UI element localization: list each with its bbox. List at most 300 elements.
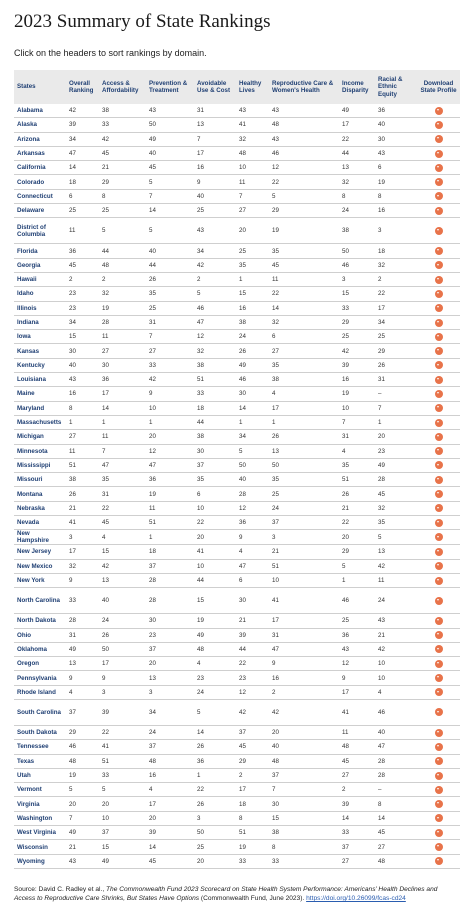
rank-cell: 47: [146, 458, 194, 472]
rank-cell: 6: [194, 487, 236, 501]
column-header-7[interactable]: Income Disparity: [342, 79, 369, 94]
rank-cell: 42: [269, 699, 339, 725]
download-cell: [417, 218, 460, 244]
rank-cell: 29: [339, 315, 375, 329]
rank-cell: 20: [146, 657, 194, 671]
rank-cell: 11: [99, 330, 146, 344]
download-icon[interactable]: [435, 617, 443, 625]
rank-cell: 9: [99, 671, 146, 685]
rank-cell: 51: [99, 754, 146, 768]
download-icon[interactable]: [435, 674, 443, 682]
rank-cell: 46: [339, 588, 375, 614]
state-name-cell: Washington: [14, 811, 66, 825]
download-icon[interactable]: [435, 814, 443, 822]
rank-cell: 16: [194, 161, 236, 175]
page-subtitle: Click on the headers to sort rankings by domain.: [14, 48, 207, 58]
download-icon[interactable]: [435, 631, 443, 639]
column-header-6[interactable]: Reproductive Care & Women's Health: [272, 79, 334, 94]
rank-cell: 25: [269, 487, 339, 501]
rank-cell: 19: [146, 487, 194, 501]
rank-cell: 40: [236, 473, 269, 487]
rank-cell: 16: [146, 768, 194, 782]
rank-cell: 45: [339, 754, 375, 768]
download-cell: [417, 132, 460, 146]
download-icon[interactable]: [435, 829, 443, 837]
download-icon[interactable]: [435, 361, 443, 369]
state-name-cell: Nevada: [14, 516, 66, 530]
rank-cell: 2: [194, 272, 236, 286]
download-icon[interactable]: [435, 178, 443, 186]
rank-cell: 15: [236, 287, 269, 301]
rank-cell: 24: [339, 204, 375, 218]
state-name-cell: Minnesota: [14, 444, 66, 458]
rank-cell: 38: [66, 473, 99, 487]
rank-cell: 23: [146, 628, 194, 642]
rank-cell: 4: [269, 387, 339, 401]
rank-cell: 33: [146, 358, 194, 372]
rank-cell: 14: [269, 301, 339, 315]
rank-cell: 36: [99, 373, 146, 387]
download-icon[interactable]: [435, 772, 443, 780]
download-cell: [417, 204, 460, 218]
download-icon[interactable]: [435, 577, 443, 585]
rank-cell: 1: [269, 415, 339, 429]
download-cell: [417, 301, 460, 315]
download-icon[interactable]: [435, 261, 443, 269]
download-icon[interactable]: [435, 107, 443, 115]
rank-cell: 32: [236, 132, 269, 146]
rank-cell: 26: [269, 430, 339, 444]
download-icon[interactable]: [435, 433, 443, 441]
rank-cell: 34: [375, 315, 417, 329]
rank-cell: 20: [194, 530, 236, 545]
download-icon[interactable]: [435, 319, 443, 327]
rank-cell: 23: [66, 287, 99, 301]
rank-cell: 34: [66, 315, 99, 329]
rank-cell: 10: [339, 401, 375, 415]
state-name-cell: Illinois: [14, 301, 66, 315]
rank-cell: 35: [339, 458, 375, 472]
table-row: [14, 175, 460, 189]
rank-cell: 31: [269, 628, 339, 642]
download-icon[interactable]: [435, 800, 443, 808]
rank-cell: 44: [339, 146, 375, 160]
state-name-cell: Maine: [14, 387, 66, 401]
state-name-cell: Massachusetts: [14, 415, 66, 429]
download-icon[interactable]: [435, 164, 443, 172]
rank-cell: 44: [146, 258, 194, 272]
rank-cell: 12: [236, 501, 269, 515]
rank-cell: 46: [66, 740, 99, 754]
state-name-cell: Florida: [14, 244, 66, 258]
download-cell: [417, 458, 460, 472]
rank-cell: 46: [375, 699, 417, 725]
rank-cell: 25: [339, 330, 375, 344]
rank-cell: 4: [375, 685, 417, 699]
table-row: [14, 244, 460, 258]
table-row: [14, 487, 460, 501]
rank-cell: 23: [66, 301, 99, 315]
table-row: [14, 559, 460, 573]
rank-cell: 30: [194, 444, 236, 458]
column-header-9[interactable]: Download State Profile: [420, 79, 457, 94]
rank-cell: 37: [146, 740, 194, 754]
state-name-cell: North Carolina: [14, 588, 66, 614]
download-icon[interactable]: [435, 304, 443, 312]
download-cell: [417, 387, 460, 401]
state-name-cell: Ohio: [14, 628, 66, 642]
download-icon[interactable]: [435, 135, 443, 143]
rank-cell: 3: [66, 530, 99, 545]
rank-cell: 17: [375, 301, 417, 315]
rank-cell: 40: [375, 118, 417, 132]
rank-cell: 28: [146, 573, 194, 587]
rank-cell: 36: [236, 516, 269, 530]
rank-cell: 18: [194, 401, 236, 415]
download-icon[interactable]: [435, 376, 443, 384]
rank-cell: 22: [339, 516, 375, 530]
state-name-cell: New York: [14, 573, 66, 587]
rank-cell: 12: [146, 444, 194, 458]
state-name-cell: Hawaii: [14, 272, 66, 286]
rank-cell: 25: [66, 204, 99, 218]
rank-cell: 41: [99, 740, 146, 754]
rank-cell: 39: [339, 358, 375, 372]
rank-cell: 38: [194, 358, 236, 372]
download-cell: [417, 685, 460, 699]
rank-cell: 51: [269, 559, 339, 573]
state-name-cell: Idaho: [14, 287, 66, 301]
rank-cell: 17: [339, 685, 375, 699]
table-row: [14, 740, 460, 754]
download-cell: [417, 315, 460, 329]
download-icon[interactable]: [435, 843, 443, 851]
rank-cell: 30: [375, 132, 417, 146]
download-cell: [417, 415, 460, 429]
download-icon[interactable]: [435, 333, 443, 341]
download-cell: [417, 545, 460, 559]
download-cell: [417, 826, 460, 840]
rank-cell: 45: [375, 487, 417, 501]
rank-cell: 30: [269, 797, 339, 811]
rank-cell: 30: [66, 344, 99, 358]
download-icon[interactable]: [435, 390, 443, 398]
rank-cell: 23: [236, 671, 269, 685]
rank-cell: 43: [339, 642, 375, 656]
rank-cell: 37: [99, 826, 146, 840]
state-name-cell: Indiana: [14, 315, 66, 329]
rank-cell: 46: [194, 301, 236, 315]
table-row: [14, 545, 460, 559]
download-icon[interactable]: [435, 150, 443, 158]
rank-cell: 7: [375, 401, 417, 415]
download-cell: [417, 671, 460, 685]
rank-cell: 41: [236, 118, 269, 132]
table-row: [14, 330, 460, 344]
rank-cell: 40: [375, 725, 417, 739]
download-icon[interactable]: [435, 461, 443, 469]
download-icon[interactable]: [435, 476, 443, 484]
rank-cell: 21: [236, 614, 269, 628]
rank-cell: 10: [194, 501, 236, 515]
rank-cell: 22: [269, 175, 339, 189]
rank-cell: 36: [339, 628, 375, 642]
rank-cell: 27: [99, 344, 146, 358]
rank-cell: 22: [99, 725, 146, 739]
rank-cell: 22: [375, 287, 417, 301]
download-icon[interactable]: [435, 404, 443, 412]
rank-cell: 17: [269, 614, 339, 628]
download-cell: [417, 189, 460, 203]
download-icon[interactable]: [435, 290, 443, 298]
rank-cell: 1: [66, 415, 99, 429]
rank-cell: 2: [269, 685, 339, 699]
rank-cell: 25: [375, 330, 417, 344]
rank-cell: 51: [66, 458, 99, 472]
rank-cell: 44: [236, 642, 269, 656]
rank-cell: 9: [194, 175, 236, 189]
rank-cell: 35: [236, 258, 269, 272]
rank-cell: 43: [375, 146, 417, 160]
table-row: [14, 146, 460, 160]
download-cell: [417, 487, 460, 501]
table-body: [14, 104, 460, 868]
rank-cell: 13: [375, 545, 417, 559]
state-name-cell: Mississippi: [14, 458, 66, 472]
download-icon[interactable]: [435, 688, 443, 696]
rank-cell: 13: [66, 657, 99, 671]
rank-cell: 17: [194, 146, 236, 160]
rank-cell: 8: [99, 189, 146, 203]
state-name-cell: Colorado: [14, 175, 66, 189]
rank-cell: 41: [269, 588, 339, 614]
rank-cell: 27: [339, 768, 375, 782]
rank-cell: 1: [236, 272, 269, 286]
rank-cell: 49: [375, 458, 417, 472]
table-row: [14, 272, 460, 286]
rank-cell: 4: [236, 545, 269, 559]
download-icon[interactable]: [435, 192, 443, 200]
download-icon[interactable]: [435, 743, 443, 751]
rank-cell: 48: [66, 754, 99, 768]
rank-cell: 4: [66, 685, 99, 699]
rank-cell: 26: [194, 740, 236, 754]
download-icon[interactable]: [435, 708, 443, 716]
download-icon[interactable]: [435, 490, 443, 498]
table-row: [14, 657, 460, 671]
rank-cell: 48: [99, 258, 146, 272]
download-icon[interactable]: [435, 645, 443, 653]
rank-cell: 33: [339, 301, 375, 315]
rank-cell: 49: [66, 826, 99, 840]
rank-cell: 26: [146, 272, 194, 286]
column-header-4[interactable]: Avoidable Use & Cost: [197, 79, 231, 94]
rank-cell: 30: [236, 588, 269, 614]
rank-cell: 5: [269, 189, 339, 203]
source-note: [14, 885, 460, 904]
download-icon[interactable]: [435, 347, 443, 355]
download-icon[interactable]: [435, 533, 443, 541]
rank-cell: 49: [146, 132, 194, 146]
rank-cell: 50: [99, 642, 146, 656]
rank-cell: 1: [236, 415, 269, 429]
download-icon[interactable]: [435, 247, 443, 255]
rank-cell: 13: [146, 671, 194, 685]
table-row: [14, 161, 460, 175]
download-cell: [417, 330, 460, 344]
rank-cell: 37: [269, 516, 339, 530]
rank-cell: 28: [66, 614, 99, 628]
table-row: [14, 458, 460, 472]
rank-cell: 12: [269, 161, 339, 175]
download-cell: [417, 588, 460, 614]
rank-cell: 9: [146, 387, 194, 401]
download-cell: [417, 344, 460, 358]
download-cell: [417, 699, 460, 725]
rank-cell: 22: [194, 783, 236, 797]
rank-cell: 16: [375, 204, 417, 218]
column-header-3[interactable]: Prevention & Treatment: [149, 79, 188, 94]
rank-cell: 2: [375, 272, 417, 286]
rank-cell: 44: [99, 244, 146, 258]
rank-cell: 10: [99, 811, 146, 825]
rank-cell: 10: [146, 401, 194, 415]
state-name-cell: South Carolina: [14, 699, 66, 725]
rank-cell: 46: [339, 258, 375, 272]
rank-cell: 20: [339, 530, 375, 545]
rank-cell: 9: [66, 573, 99, 587]
state-name-cell: Georgia: [14, 258, 66, 272]
rank-cell: 10: [194, 559, 236, 573]
download-icon[interactable]: [435, 276, 443, 284]
source-link[interactable]: https://doi.org/10.26099/fcas-cd24: [306, 895, 406, 903]
rank-cell: 4: [194, 657, 236, 671]
download-cell: [417, 614, 460, 628]
rank-cell: 25: [194, 204, 236, 218]
state-name-cell: Oregon: [14, 657, 66, 671]
download-icon[interactable]: [435, 121, 443, 129]
table-row: [14, 358, 460, 372]
rank-cell: 10: [236, 161, 269, 175]
rank-cell: 7: [66, 811, 99, 825]
rank-cell: 38: [269, 826, 339, 840]
download-icon[interactable]: [435, 447, 443, 455]
rank-cell: 37: [66, 699, 99, 725]
rank-cell: 7: [194, 132, 236, 146]
rank-cell: 47: [99, 458, 146, 472]
download-icon[interactable]: [435, 504, 443, 512]
download-icon[interactable]: [435, 757, 443, 765]
column-header-2[interactable]: Access & Affordability: [102, 79, 139, 94]
download-icon[interactable]: [435, 786, 443, 794]
rank-cell: 31: [375, 373, 417, 387]
column-header-8[interactable]: Racial & Ethnic Equity: [378, 76, 403, 98]
state-name-cell: Louisiana: [14, 373, 66, 387]
download-icon[interactable]: [435, 857, 443, 865]
rank-cell: 49: [66, 642, 99, 656]
rank-cell: 5: [236, 444, 269, 458]
download-icon[interactable]: [435, 548, 443, 556]
state-name-cell: North Dakota: [14, 614, 66, 628]
rank-cell: 43: [236, 104, 269, 118]
rank-cell: 29: [339, 545, 375, 559]
rank-cell: 37: [339, 840, 375, 854]
rank-cell: 31: [146, 315, 194, 329]
download-icon[interactable]: [435, 562, 443, 570]
rank-cell: 33: [99, 118, 146, 132]
download-cell: [417, 175, 460, 189]
table-row: [14, 301, 460, 315]
download-cell: [417, 783, 460, 797]
rank-cell: 47: [194, 315, 236, 329]
rank-cell: 14: [146, 840, 194, 854]
rank-cell: 33: [99, 768, 146, 782]
rank-cell: 29: [375, 344, 417, 358]
rank-cell: 21: [99, 161, 146, 175]
rank-cell: 45: [99, 146, 146, 160]
rank-cell: 41: [339, 699, 375, 725]
rank-cell: 46: [269, 146, 339, 160]
rank-cell: 7: [236, 189, 269, 203]
table-row: [14, 104, 460, 118]
rank-cell: 27: [236, 204, 269, 218]
rank-cell: 28: [236, 487, 269, 501]
download-cell: [417, 854, 460, 868]
rank-cell: 27: [146, 344, 194, 358]
page-title: 2023 Summary of State Rankings: [14, 11, 271, 32]
rank-cell: 5: [146, 218, 194, 244]
rank-cell: 7: [99, 444, 146, 458]
state-name-cell: Oklahoma: [14, 642, 66, 656]
rank-cell: 10: [375, 671, 417, 685]
download-cell: [417, 358, 460, 372]
rank-cell: 19: [66, 768, 99, 782]
rank-cell: 13: [339, 161, 375, 175]
rank-cell: 51: [236, 826, 269, 840]
table-row: [14, 415, 460, 429]
rank-cell: 32: [99, 287, 146, 301]
download-cell: [417, 725, 460, 739]
column-header-1[interactable]: Overall Ranking: [69, 79, 94, 94]
download-icon[interactable]: [435, 729, 443, 737]
rank-cell: 14: [66, 161, 99, 175]
download-icon[interactable]: [435, 519, 443, 527]
download-icon[interactable]: [435, 419, 443, 427]
download-icon[interactable]: [435, 597, 443, 605]
rank-cell: –: [375, 783, 417, 797]
rank-cell: 7: [146, 189, 194, 203]
rank-cell: 5: [146, 175, 194, 189]
rank-cell: 43: [66, 854, 99, 868]
rank-cell: 15: [194, 588, 236, 614]
column-header-5[interactable]: Healthy Lives: [239, 79, 262, 94]
rank-cell: 20: [194, 854, 236, 868]
table-row: [14, 132, 460, 146]
download-icon[interactable]: [435, 660, 443, 668]
rank-cell: 42: [99, 132, 146, 146]
rank-cell: 29: [66, 725, 99, 739]
rank-cell: 50: [269, 458, 339, 472]
rank-cell: 38: [269, 373, 339, 387]
download-icon[interactable]: [435, 207, 443, 215]
rank-cell: 22: [339, 132, 375, 146]
rank-cell: 4: [146, 783, 194, 797]
column-header-0[interactable]: States: [17, 83, 36, 91]
rank-cell: 13: [194, 118, 236, 132]
state-name-cell: Texas: [14, 754, 66, 768]
rank-cell: 40: [146, 146, 194, 160]
download-icon[interactable]: [435, 227, 443, 235]
